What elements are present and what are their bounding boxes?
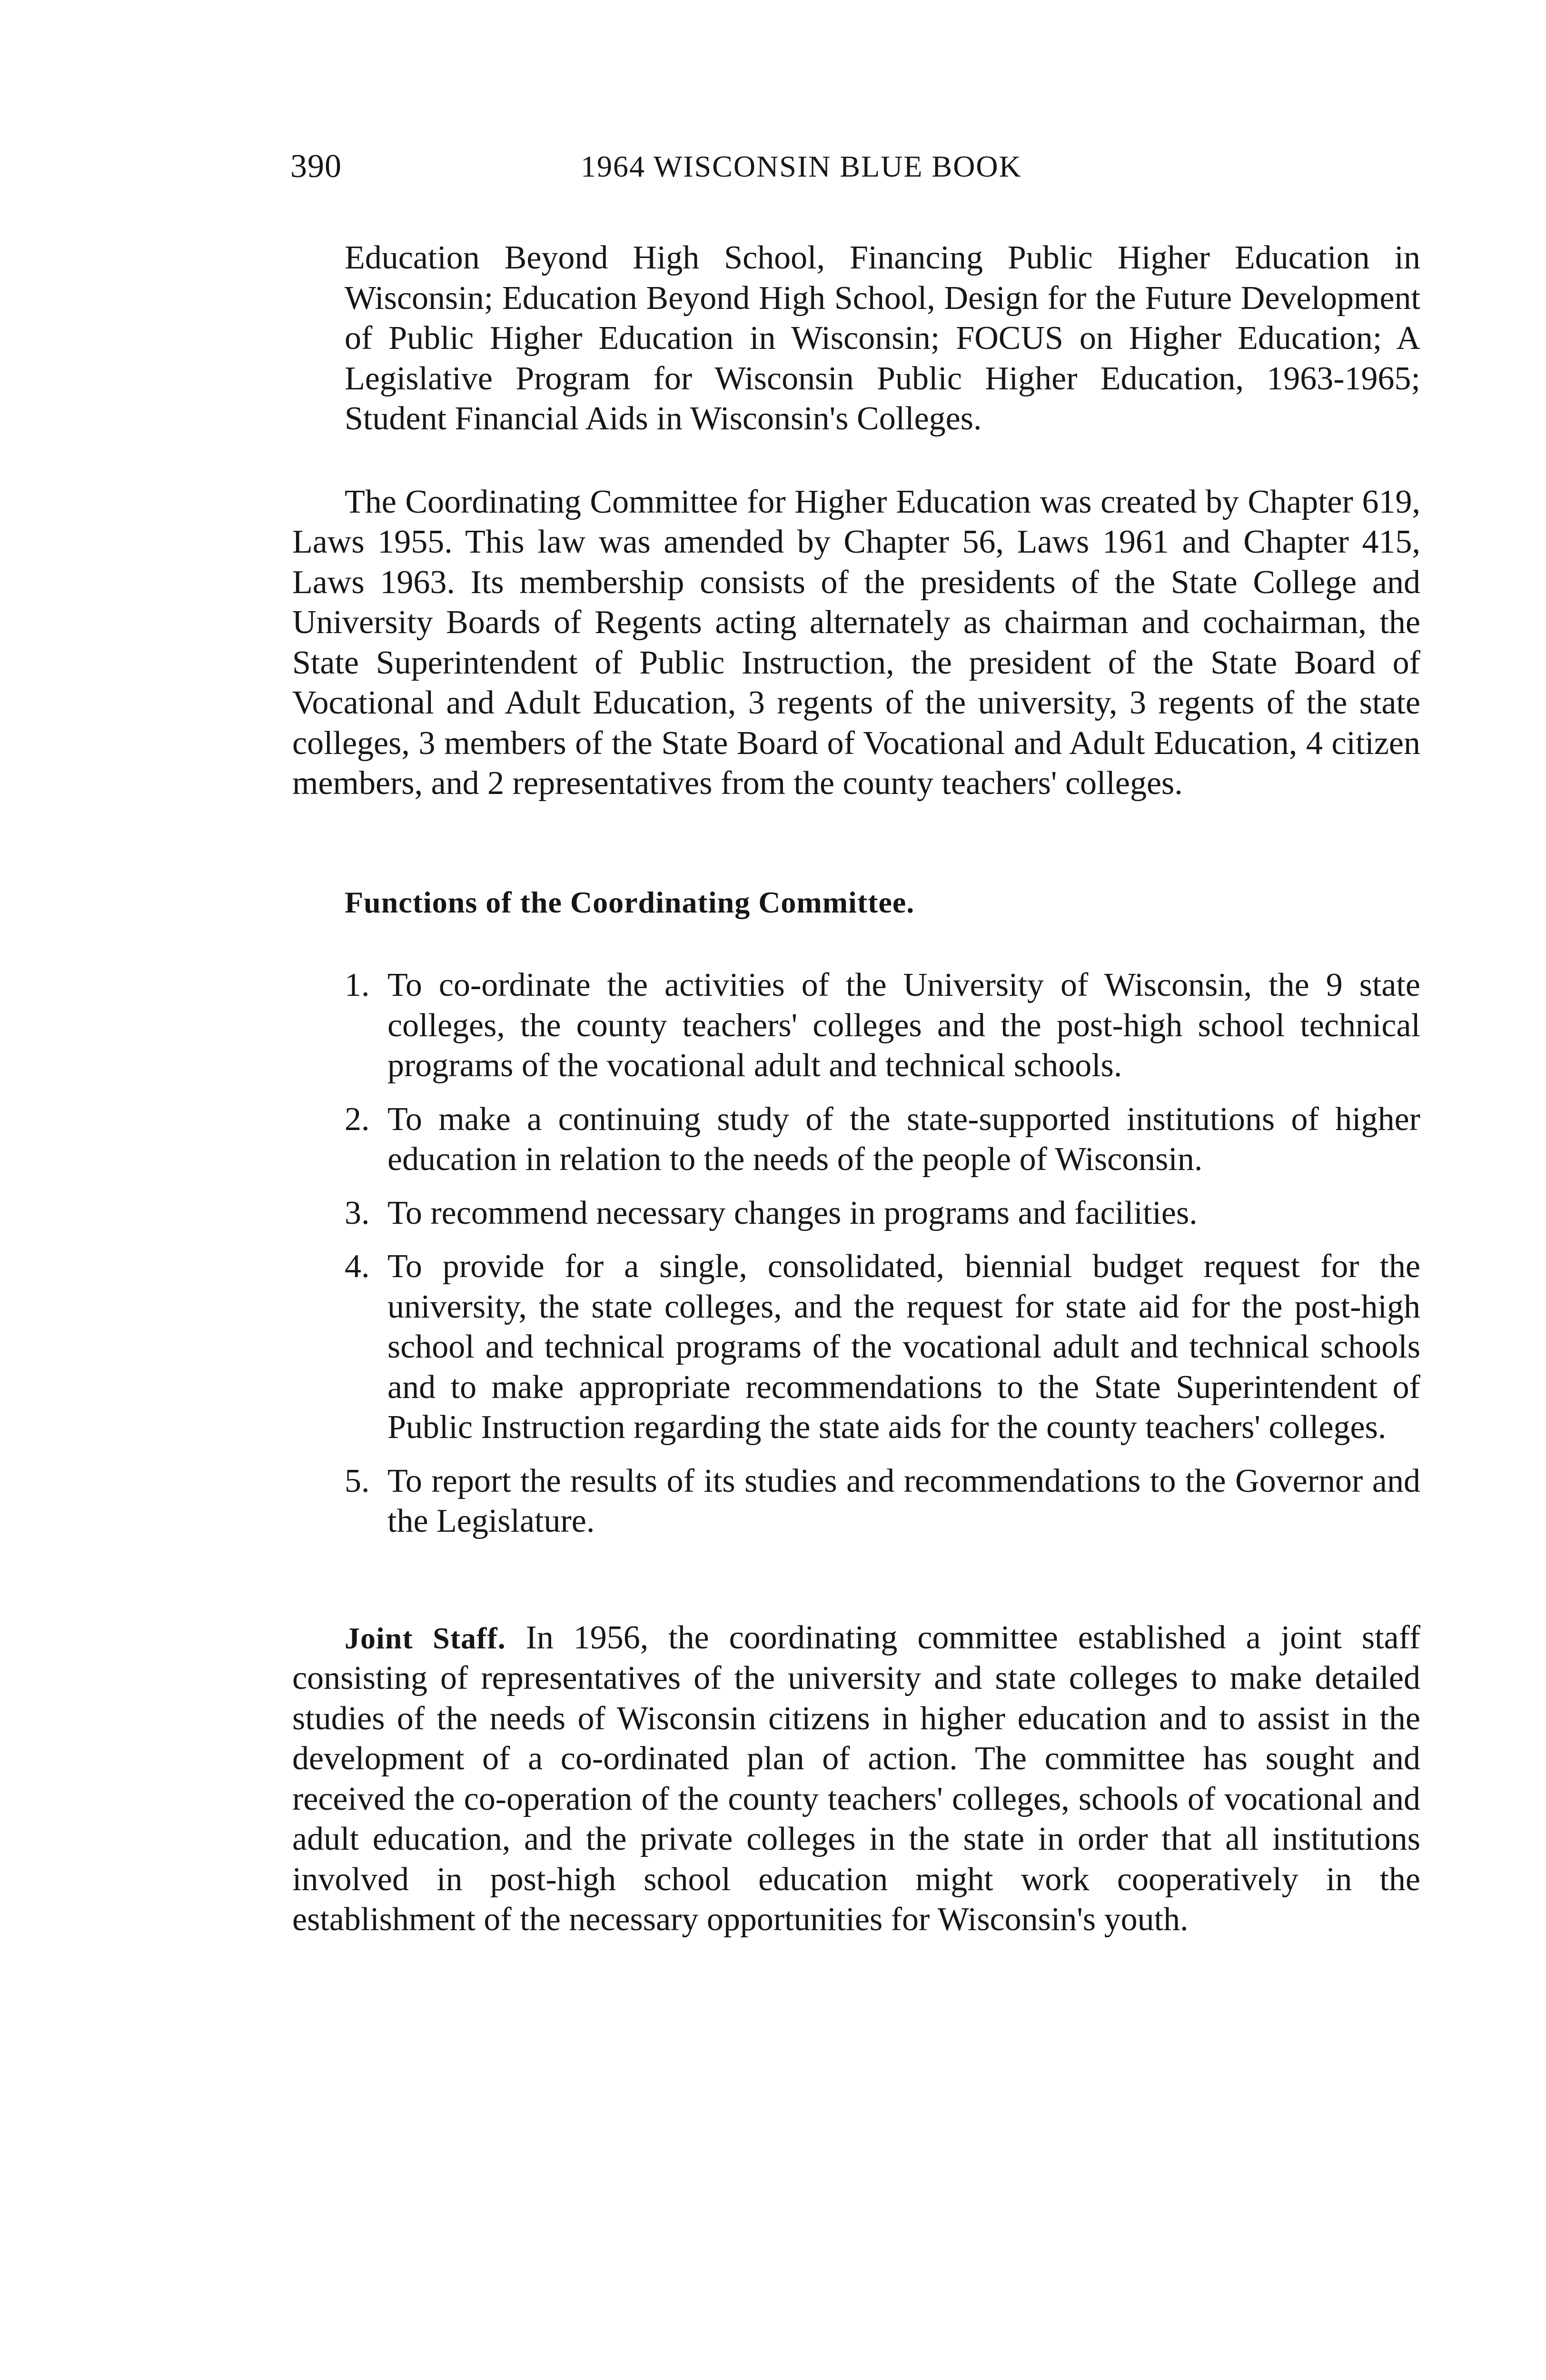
list-item-text: To make a continuing study of the state-supported institutions of higher education in relation to the needs of the people of Wisconsin. — [387, 1101, 1420, 1178]
committee-paragraph: The Coordinating Committee for Higher Education was created by Chapter 619, Laws 1955. This law was amended by Chapter 56, Laws 1961 and Chapter 415, Laws 1963. Its membership consists of the presidents of the State College and University Boards of Regents acting alternately as chairman and cochairman, the State Superintendent of Public Instruction, the president of the State Board of Vocational and Adult Education, 3 regents of the university, 3 regents of the state colleges, 3 members of the State Board of Vocational and Adult Education, 4 citizen members, and 2 representatives from the county teachers' colleges. — [292, 483, 1420, 802]
list-item — [292, 1247, 1420, 1448]
list-item-number: 3. — [345, 1194, 370, 1231]
page-header — [290, 143, 1418, 190]
list-item-number: 4. — [345, 1248, 370, 1285]
list-item — [292, 1100, 1420, 1180]
list-item-text: To provide for a single, consolidated, biennial budget request for the university, the state colleges, and the request for state aid for the post-high school and technical programs of the vocational adult and technical schools and to make appropriate recommendations to the State Superintendent of Public Instruction regarding the state aids for the county teachers' colleges. — [387, 1248, 1420, 1446]
joint-staff-text: In 1956, the coordinating committee established a joint staff consisting of representatives of the university and state colleges to make detailed studies of the needs of Wisconsin citizens in higher education and to assist in the development of a co-ordinated plan of action. The committee has sought and received the co-operation of the county teachers' colleges, schools of vocational and adult education, and the private colleges in the state in order that all institutions involved in post-high school education might work cooperatively in the establishment of the necessary opportunities for Wisconsin's youth. — [292, 1619, 1421, 1938]
running-head: 1964 WISCONSIN BLUE BOOK — [581, 149, 1022, 183]
list-item — [292, 1193, 1420, 1234]
list-item-number: 1. — [345, 967, 370, 1003]
page-body — [292, 238, 1420, 1940]
continuation-paragraph: Education Beyond High School, Financing Public Higher Education in Wisconsin; Education Beyond High School, Design for the Future Development of Public Higher Education in Wisconsin; FOCUS on Higher Education; A Legislative Program for Wisconsin Public Higher Education, 1963-1965; Student Financial Aids in Wisconsin's Colleges. — [345, 239, 1420, 437]
list-item-text: To report the results of its studies and recommendations to the Governor and the Legislature. — [387, 1462, 1420, 1539]
list-item-number: 5. — [345, 1462, 370, 1499]
joint-staff-paragraph — [292, 1618, 1420, 1940]
functions-heading: Functions of the Coordinating Committee. — [345, 885, 915, 919]
list-item-number: 2. — [345, 1101, 370, 1138]
list-item — [292, 965, 1420, 1086]
page-number: 390 — [290, 148, 342, 185]
list-item-text: To co-ordinate the activities of the University of Wisconsin, the 9 state colleges, the county teachers' colleges and the post-high school technical programs of the vocational adult and technical schools. — [387, 967, 1420, 1084]
list-item-text: To recommend necessary changes in programs and facilities. — [387, 1194, 1198, 1231]
functions-list — [292, 965, 1420, 1542]
list-item — [292, 1461, 1420, 1542]
joint-staff-heading: Joint Staff. — [345, 1621, 506, 1655]
